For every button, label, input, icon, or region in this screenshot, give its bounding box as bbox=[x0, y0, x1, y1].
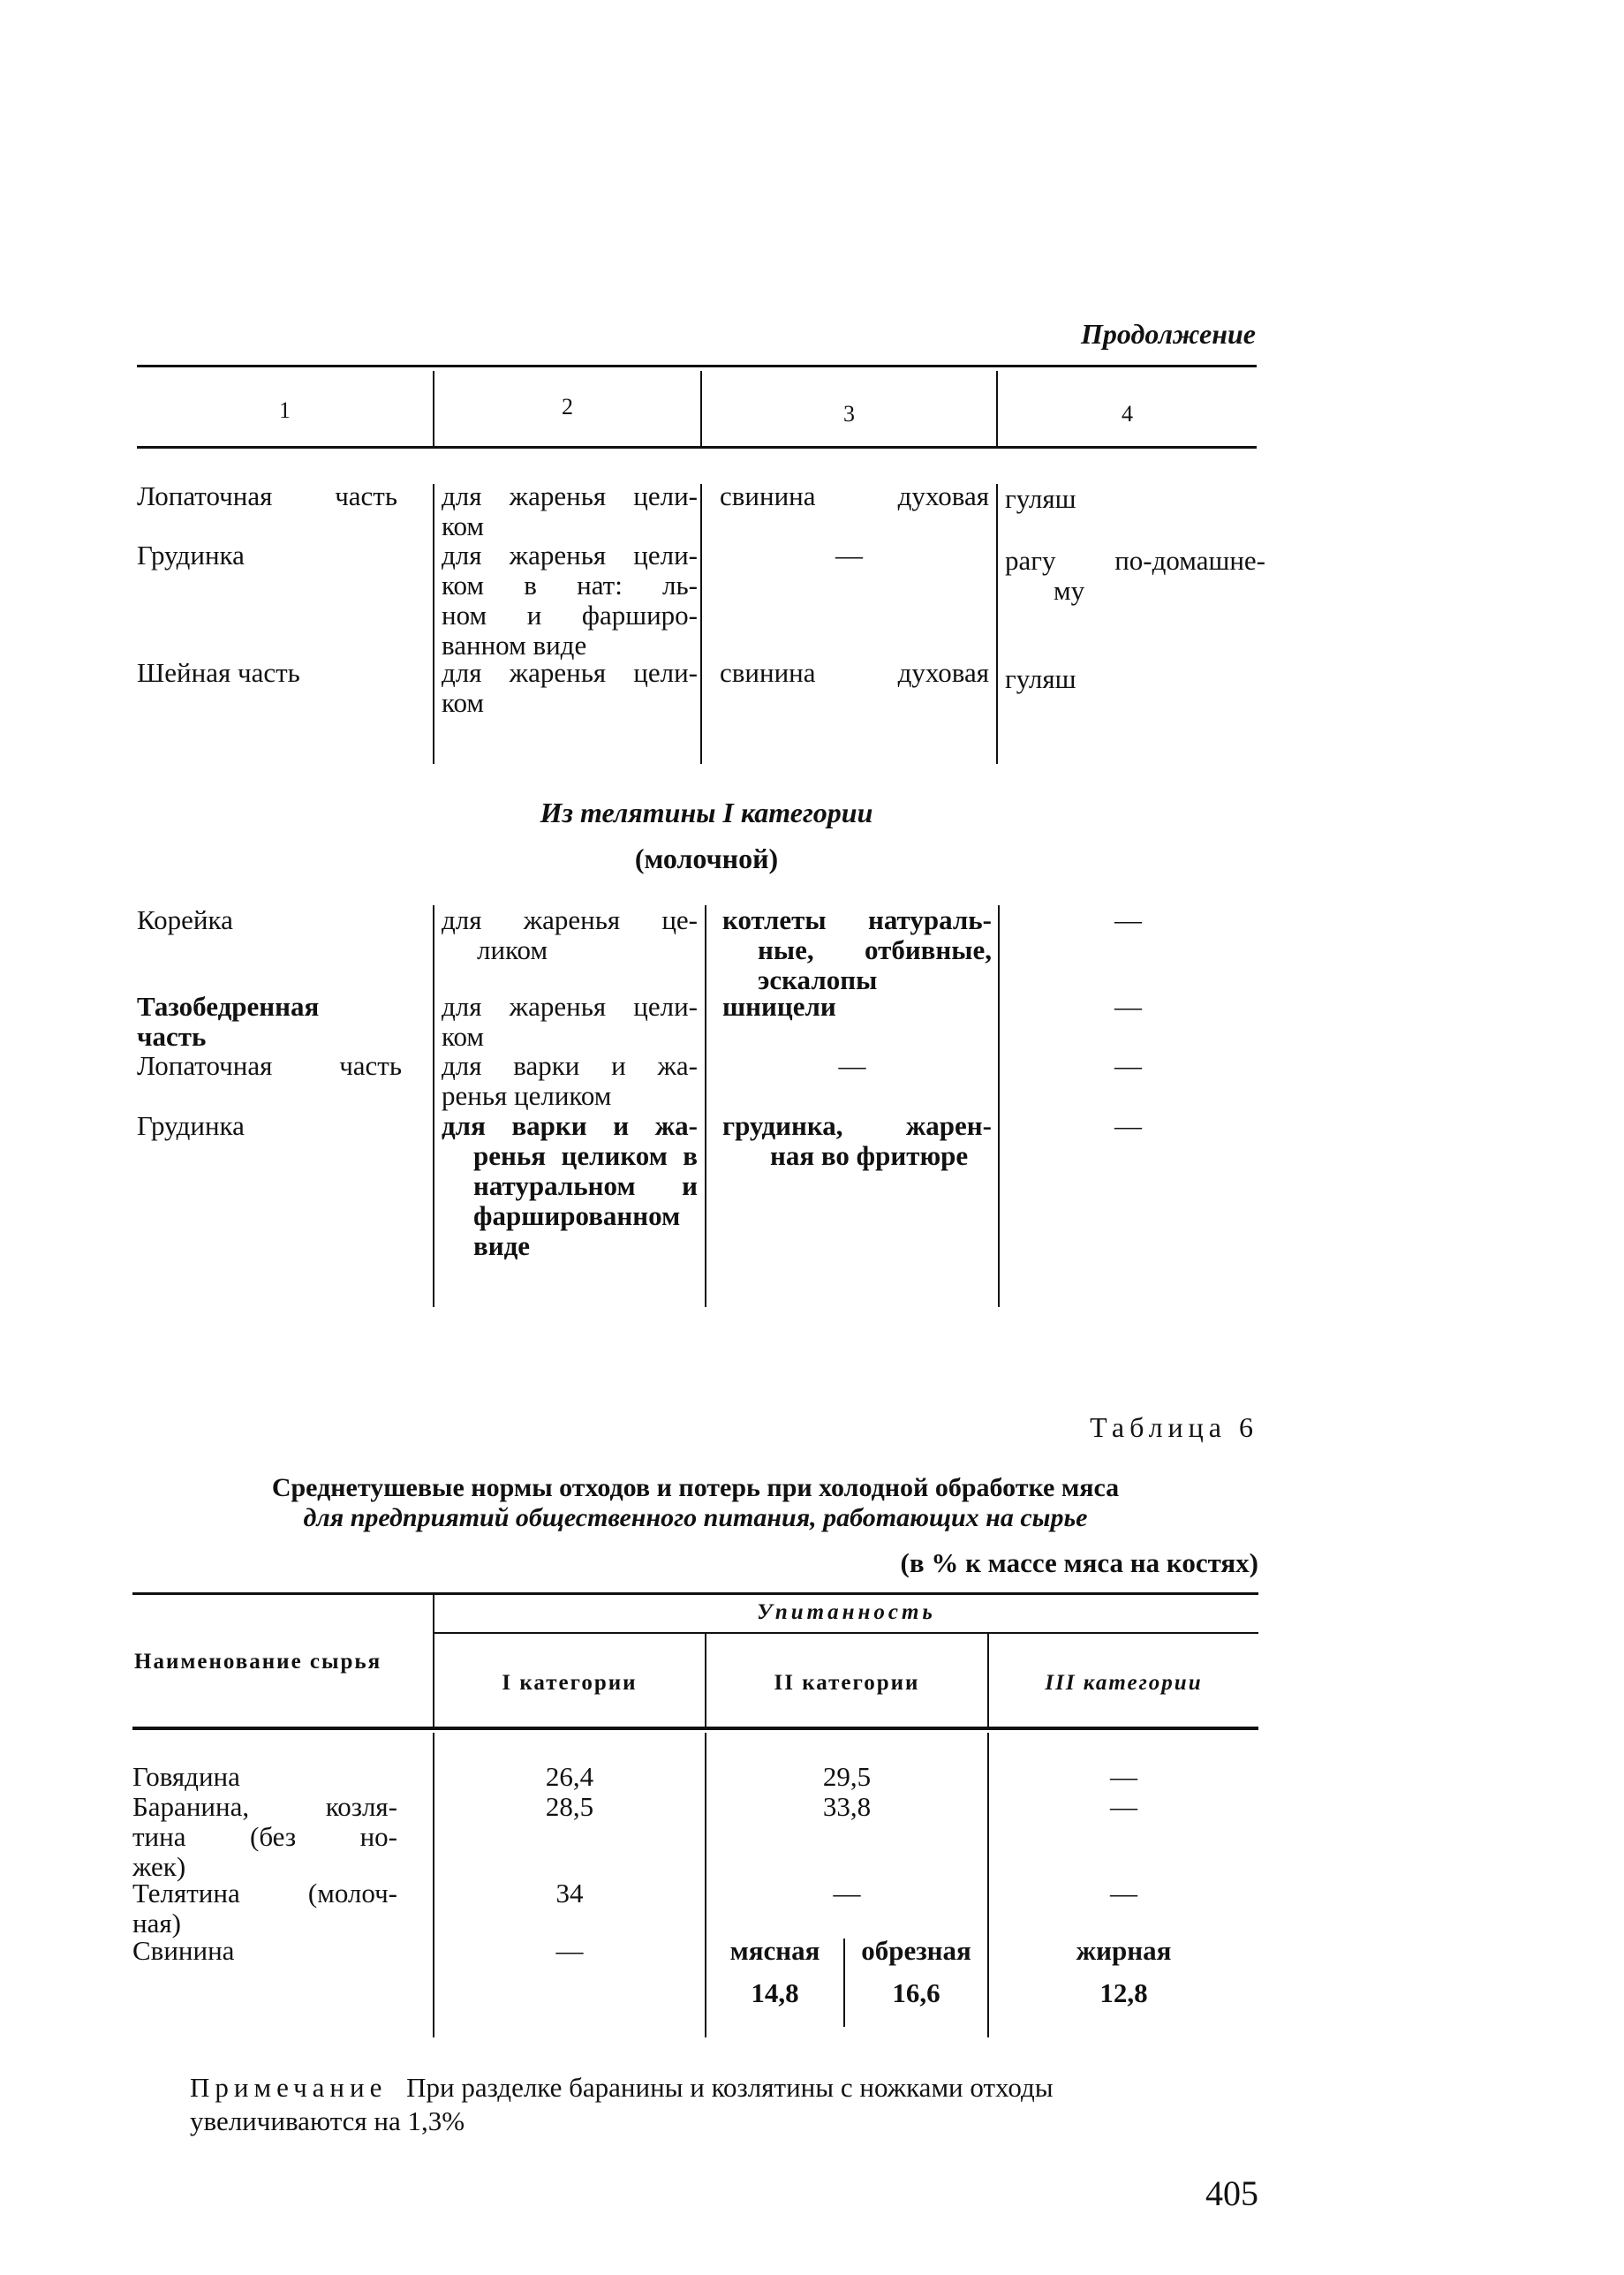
pork-subcat-label-fat: жирная bbox=[1076, 1935, 1172, 1966]
note bbox=[190, 2071, 1258, 2105]
table-cell-dish-2: гуляш bbox=[1005, 663, 1076, 694]
table-cell-dish-2: гуляш bbox=[1005, 483, 1076, 514]
table-cell-purpose: для жаренья цели- ком bbox=[442, 991, 698, 1052]
table-cell-dish-2: — bbox=[1114, 904, 1142, 935]
table-cell-dish: свинина духовая bbox=[720, 480, 989, 511]
note-label: Примечание bbox=[190, 2072, 388, 2103]
table-row bbox=[137, 540, 402, 571]
value-cat3: — bbox=[1110, 1791, 1137, 1822]
table-1-header-3: 3 bbox=[843, 401, 855, 427]
table-cell-dish-2: — bbox=[1114, 1110, 1142, 1141]
table-2-label: Таблица 6 bbox=[1090, 1411, 1258, 1443]
table-row bbox=[137, 1051, 402, 1081]
section-title: Из телятины I категории bbox=[540, 797, 873, 828]
row-name: Грудинка bbox=[137, 540, 245, 571]
table-row bbox=[132, 1936, 397, 1966]
table-cell-dish-2: — bbox=[1114, 1050, 1142, 1081]
table-row: Баранина, козля- тина (без но- жек) bbox=[132, 1791, 397, 1882]
table-2-group-header: Упитанность bbox=[757, 1600, 936, 1624]
table-cell-dish: — bbox=[838, 1050, 866, 1081]
table-cell-purpose: для жаренья цели- ком bbox=[442, 657, 698, 718]
table-cell-purpose: для жаренья цели- ком bbox=[442, 480, 698, 541]
table-cell-purpose: для жаренья це- ликом bbox=[442, 904, 698, 965]
pork-value-fat: 12,8 bbox=[1099, 1977, 1148, 2008]
table-row bbox=[137, 481, 397, 511]
table-cell-dish: грудинка, жарен- ная во фритюре bbox=[722, 1110, 992, 1171]
value-cat1: 28,5 bbox=[545, 1791, 594, 1822]
table-row: Телятина (молоч- ная) bbox=[132, 1878, 397, 1939]
table-2-unit-note: (в % к массе мяса на костях) bbox=[900, 1547, 1258, 1578]
value-cat3: — bbox=[1110, 1761, 1137, 1792]
page-number: 405 bbox=[1205, 2173, 1258, 2213]
table-2-cat-header-1: I категории bbox=[502, 1671, 638, 1695]
row-name: Корейка bbox=[137, 904, 233, 935]
table-row bbox=[137, 905, 402, 935]
pork-value-meat: 14,8 bbox=[751, 1977, 799, 2008]
row-name: Тазобедренная bbox=[137, 991, 320, 1022]
table-2-cat-header-3: III категории bbox=[1045, 1671, 1203, 1695]
table-cell-dish: — bbox=[835, 540, 863, 571]
pork-value-trim: 16,6 bbox=[892, 1977, 940, 2008]
value-cat3: — bbox=[1110, 1878, 1137, 1908]
table-cell-dish: свинина духовая bbox=[720, 657, 989, 688]
row-name: Лопаточная часть bbox=[137, 480, 397, 511]
table-cell-purpose: для варки и жа- ренья целиком bbox=[442, 1050, 698, 1111]
row-name: Телятина (молоч- bbox=[132, 1878, 397, 1908]
continuation-label: Продолжение bbox=[1081, 318, 1256, 350]
row-name: Свинина bbox=[132, 1935, 235, 1966]
table-cell-dish: шницели bbox=[722, 991, 836, 1022]
table-2-title-line2: для предприятий общественного питания, работающих на сырье bbox=[303, 1503, 1088, 1532]
row-name: Шейная часть bbox=[137, 657, 300, 688]
note-text: При разделке баранины и козлятины с ножками отходы bbox=[406, 2072, 1054, 2103]
table-row: Тазобедренная часть bbox=[137, 992, 402, 1052]
value-cat1: 26,4 bbox=[545, 1761, 594, 1792]
table-cell-dish-2: рагу по-домашне- му bbox=[1005, 545, 1265, 606]
value-cat2: — bbox=[833, 1878, 861, 1908]
table-2-col-name-header: Наименование сырья bbox=[134, 1650, 382, 1674]
row-name: Баранина, козля- bbox=[132, 1791, 397, 1822]
table-row bbox=[137, 658, 402, 688]
row-name: Грудинка bbox=[137, 1110, 245, 1141]
table-row bbox=[137, 1111, 402, 1141]
table-1-header-2: 2 bbox=[562, 394, 573, 419]
value-cat1: — bbox=[555, 1935, 584, 1966]
table-cell-dish-2: — bbox=[1114, 991, 1142, 1022]
table-2-cat-header-2: II категории bbox=[774, 1671, 920, 1695]
row-name: Говядина bbox=[132, 1761, 240, 1792]
table-1-header-4: 4 bbox=[1122, 401, 1133, 427]
table-1-header-1: 1 bbox=[279, 397, 291, 423]
value-cat1: 34 bbox=[555, 1878, 584, 1908]
section-subtitle: (молочной) bbox=[634, 843, 779, 874]
pork-subcat-label-trim: обрезная bbox=[861, 1935, 971, 1966]
pork-subcat-label-meat: мясная bbox=[729, 1935, 820, 1966]
value-cat2: 33,8 bbox=[822, 1791, 872, 1822]
table-cell-purpose: для жаренья цели- ком в нат: ль- ном и фарширо- ванном виде bbox=[442, 540, 698, 661]
table-row bbox=[132, 1762, 397, 1792]
table-cell-purpose: для варки и жа- ренья целиком в натуральном и фаршированном виде bbox=[442, 1110, 698, 1261]
table-cell-dish: котлеты натураль- ные, отбивные, эскалопы bbox=[722, 904, 992, 995]
table-2-title: Среднетушевые нормы отходов и потерь при холодной обработке мяса bbox=[271, 1473, 1120, 1502]
note-line-2: увеличиваются на 1,3% bbox=[190, 2105, 465, 2136]
value-cat2: 29,5 bbox=[822, 1761, 872, 1792]
row-name: Лопаточная часть bbox=[137, 1050, 402, 1081]
